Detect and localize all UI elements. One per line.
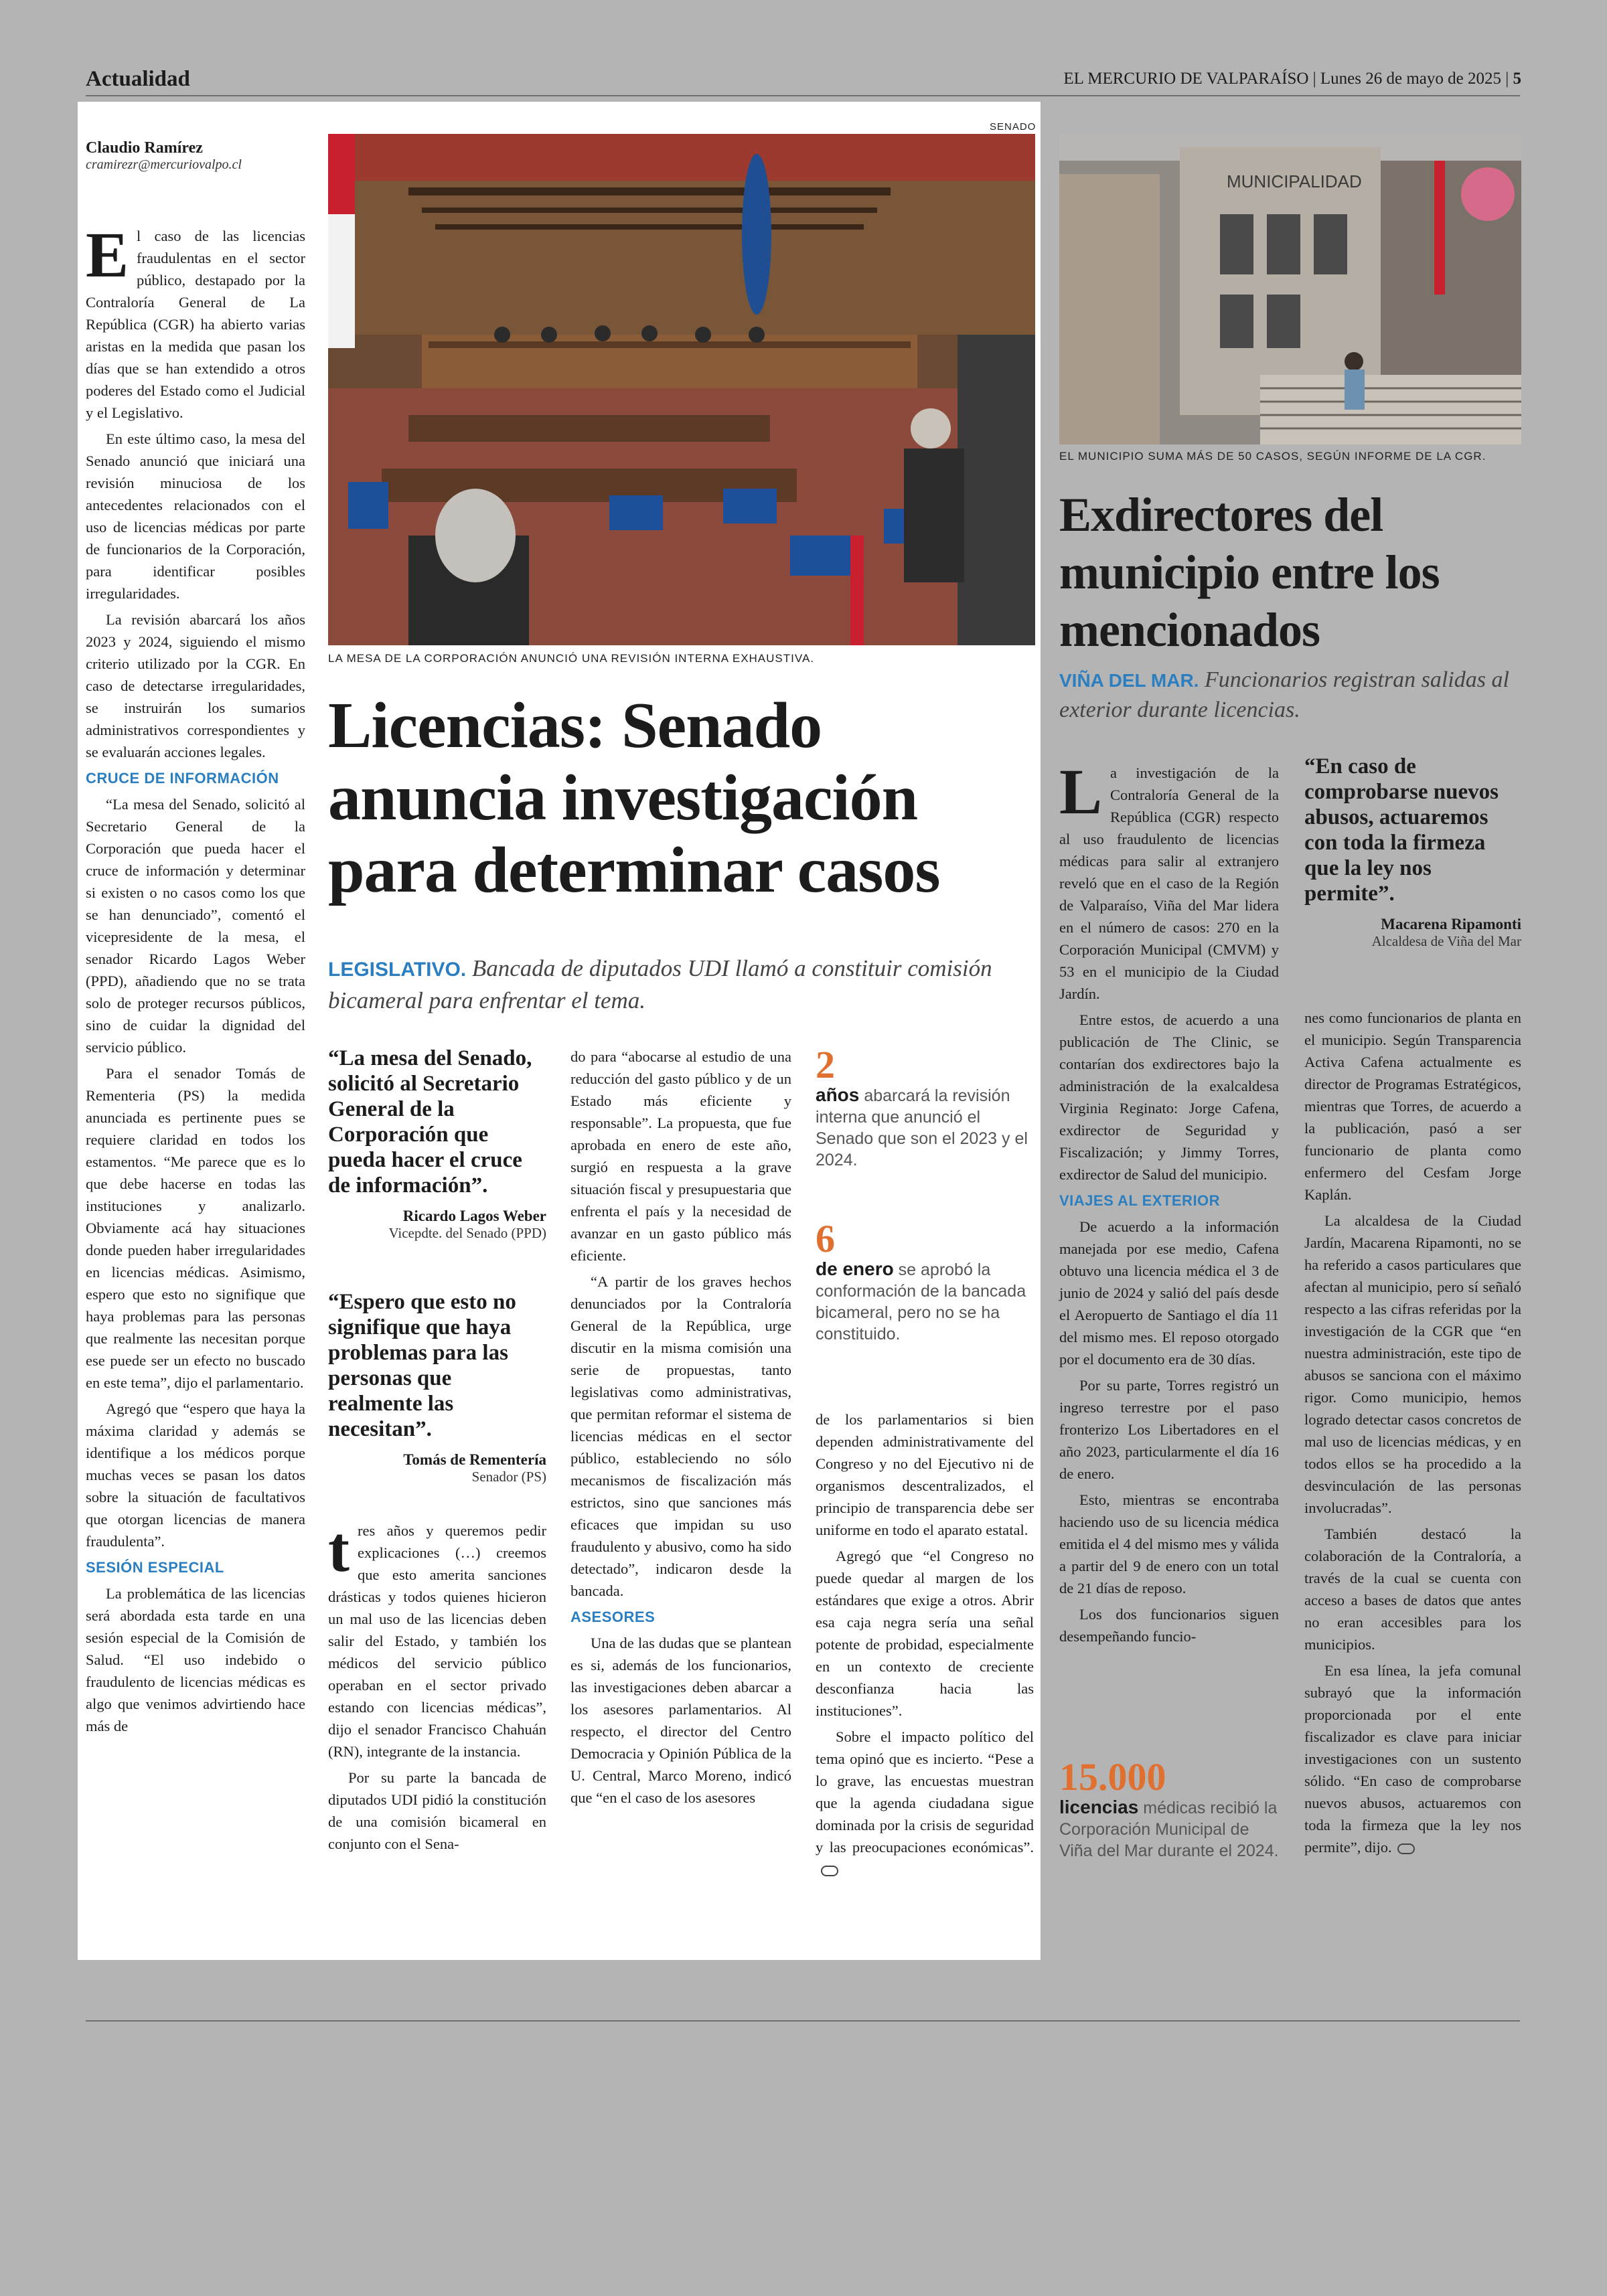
author-name: Claudio Ramírez	[86, 139, 203, 157]
stat-number: 6	[816, 1217, 835, 1260]
publication-info	[1063, 70, 1521, 88]
main-kicker	[328, 953, 1024, 1016]
kicker-text: Funcionarios registran salidas al exterior durante licencias.	[1059, 667, 1509, 722]
quote-text: “Espero que esto no signifique que haya problemas para las personas que realmente las necesitan”.	[328, 1290, 516, 1441]
paragraph: Por su parte la bancada de diputados UDI pidió la constitución de una comisión bicameral en conjunto con el Sena-	[328, 1769, 546, 1852]
side-kicker	[1059, 665, 1521, 725]
side-column-1	[1059, 756, 1279, 1651]
article-column-3	[570, 1046, 791, 1813]
publication-date: EL MERCURIO DE VALPARAÍSO | Lunes 26 de mayo de 2025 |	[1063, 70, 1509, 88]
paragraph: tres años y queremos pedir explicaciones (…) creemos que esto amerita sanciones drásticas y todos quienes hicieron un mal uso de las licencias deben salir del Estado, y también los médicos del servicio público operaban en el sector privado estando con licencias médicas”, dijo el senador Francisco Chahuán (RN), integrante de la instancia.	[328, 1513, 546, 1760]
subhead-viajes: VIAJES AL EXTERIOR	[1059, 1192, 1221, 1209]
article-column-1	[86, 219, 305, 1741]
quote-role: Alcaldesa de Viña del Mar	[1371, 933, 1521, 949]
stat-text: médicas recibió la Corporación Municipal de Viña del Mar durante el 2024.	[1059, 1799, 1279, 1860]
kicker-text: Bancada de diputados UDI llamó a constituir comisión bicameral para enfrentar el tema.	[328, 955, 992, 1013]
main-photo-caption: LA MESA DE LA CORPORACIÓN ANUNCIÓ UNA REVISIÓN INTERNA EXHAUSTIVA.	[328, 652, 815, 665]
paragraph: de los parlamentarios si bien dependen administrativamente del Congreso y no del Ejecutivo ni de organismos descentralizados, el principio de transparencia debe ser uniforme en todo el aparato estatal.	[816, 1411, 1034, 1538]
stat-licencias	[1059, 1755, 1280, 1862]
quote-author: Macarena Ripamonti	[1381, 916, 1521, 932]
paragraph: Esto, mientras se encontraba haciendo uso de su licencia médica emitida el 4 del mismo mes y válida a partir del 9 de enero con un total de 21 días de reposo.	[1059, 1491, 1279, 1596]
paragraph: Agregó que “el Congreso no puede quedar al margen de los estándares que exige a otros. Abrir esa caja negra sería una señal potente de probidad, especialmente en un contexto de creciente desconfianza hacia las instituciones”.	[816, 1548, 1034, 1719]
paragraph: Entre estos, de acuerdo a una publicación de The Clinic, se contarían dos exdirectores bajo la administración de la exalcaldesa Virginia Reginato: Jorge Cafena, exdirector de Seguridad y Fiscalización; y Jimmy Torres, exdirector de Salud del municipio.	[1059, 1011, 1279, 1183]
stat-unit: de enero	[816, 1258, 894, 1279]
paragraph: Agregó que “espero que haya la máxima claridad y además se identifique a los médicos porque muchas veces se pasan los datos sobre la situación de facultativos que otorgan licencias de manera fraudulenta”.	[86, 1400, 305, 1550]
subhead-asesores: ASESORES	[570, 1609, 656, 1625]
stat-two-years	[816, 1043, 1031, 1171]
subhead-cruce: CRUCE DE INFORMACIÓN	[86, 770, 279, 787]
side-column-2	[1304, 1007, 1521, 1862]
stat-text: se aprobó la conformación de la bancada bicameral, pero no se ha constituido.	[816, 1260, 1026, 1343]
quote-role: Vicepdte. del Senado (PPD)	[388, 1225, 546, 1241]
quote-role: Senador (PS)	[471, 1469, 546, 1485]
side-photo-caption: EL MUNICIPIO SUMA MÁS DE 50 CASOS, SEGÚN INFORME DE LA CGR.	[1059, 450, 1486, 463]
kicker-tag: VIÑA DEL MAR.	[1059, 670, 1199, 691]
municipality-building-photo	[1059, 134, 1521, 444]
article-column-2	[328, 1513, 546, 1859]
paragraph: La alcaldesa de la Ciudad Jardín, Macarena Ripamonti, no se ha referido a casos particulares que afectan al municipio, pero sí señaló respecto a las cifras referidas por la investigación de la CGR que “en nuestra administración, este tipo de abusos se sanciona con el máximo rigor. Como municipio, hemos logrado detectar casos concretos de mal uso de licencias médicas, y en todos ellos se ha procedido a la desvinculación de las personas involucradas”.	[1304, 1212, 1521, 1516]
paragraph: Una de las dudas que se plantean es si, además de los funcionarios, las investigaciones deben abarcar a los asesores parlamentarios. Al respecto, el director del Centro Democracia y Opinión Pública de la U. Central, Marco Moreno, indicó que “en el caso de los asesores	[570, 1635, 791, 1806]
author-email: cramirezr@mercuriovalpo.cl	[86, 157, 242, 172]
senate-chamber-illustration	[328, 134, 1035, 645]
end-mark-icon	[1397, 1843, 1415, 1854]
paragraph: De acuerdo a la información manejada por ese medio, Cafena obtuvo una licencia médica el 3 de junio de 2024 y salió del país desde el Aeropuerto de Santiago el día 11 del mismo mes. El reposo otorgado por el documento era de 30 días.	[1059, 1218, 1279, 1368]
paragraph: “A partir de los graves hechos denunciados por la Contraloría General de la República, urge discutir en la misma comisión una serie de propuestas, tanto legislativas como administrativas, que permitan reformar el sistema de licencias médicas en el sector público, estableciendo no sólo mecanismos de fiscalización más estrictos, sino que sanciones más eficaces que impidan su uso fraudulento y abusivo, como ha sido detectado”, indicaron desde la bancada.	[570, 1273, 791, 1599]
paragraph: También destacó la colaboración de la Contraloría, a través de la cual se cuenta con acceso a bases de datos que antes no eran accesibles para los municipios.	[1304, 1526, 1521, 1653]
quote-text: “La mesa del Senado, solicitó al Secretario General de la Corporación que pueda hacer el cruce de información”.	[328, 1046, 532, 1198]
subhead-sesion: SESIÓN ESPECIAL	[86, 1559, 224, 1576]
section-label: Actualidad	[86, 67, 190, 91]
stat-number: 15.000	[1059, 1755, 1166, 1799]
paragraph: do para “abocarse al estudio de una reducción del gasto público y de un Estado más eficiente y responsable”. La propuesta, que fue aprobada en enero de este año, surgió en respuesta a la grave situación fiscal y presupuestaria que enfrenta el país y la necesidad de avanzar en un gasto público más eficiente.	[570, 1048, 791, 1264]
end-mark-icon	[821, 1866, 838, 1876]
building-sign: MUNICIPALIDAD	[1227, 171, 1362, 191]
quote-text: “En caso de comprobarse nuevos abusos, actuaremos con toda la firmeza que la ley nos permite”.	[1304, 754, 1499, 906]
byline	[86, 139, 242, 173]
article-column-4	[816, 1408, 1034, 1884]
pull-quote-lagos	[328, 1046, 546, 1242]
senate-chamber-photo	[328, 134, 1035, 645]
stat-unit: años	[816, 1084, 860, 1105]
side-headline: Exdirectores del municipio entre los mencionados	[1059, 488, 1440, 657]
paragraph: “La mesa del Senado, solicitó al Secretario General de la Corporación que pueda hacer el cruce de información y determinar si existen o no casos como los que se han denunciado”, comentó el vicepresidente de la mesa, el senador Ricardo Lagos Weber (PPD), añadiendo que no se trata solo de proteger recursos públicos, sino de cuidar la dignidad del servicio público.	[86, 796, 305, 1056]
paragraph: nes como funcionarios de planta en el municipio. Según Transparencia Activa Cafena actualmente es director de Programas Estratégicos, mientras que Torres, de acuerdo a la publicación, pasó a ser funcionario de planta como enfermero del Cesfam Jorge Kaplán.	[1304, 1009, 1521, 1203]
municipality-building-illustration	[1059, 134, 1521, 444]
paragraph: La problemática de las licencias será abordada esta tarde en una sesión especial de la Comisión de Salud. “El uso indebido o fraudulento de licencias médicas es algo que venimos advirtiendo hace más de	[86, 1585, 305, 1734]
pull-quote-ripamonti	[1304, 754, 1521, 950]
stat-text: abarcará la revisión interna que anunció el Senado que son el 2023 y el 2024.	[816, 1086, 1028, 1169]
kicker-tag: LEGISLATIVO.	[328, 959, 467, 981]
pull-quote-rementeria	[328, 1289, 546, 1485]
stat-unit: licencias	[1059, 1797, 1139, 1817]
main-headline: Licencias: Senado anuncia investigación para determinar casos	[328, 689, 940, 906]
paragraph: La investigación de la Contraloría General de la República (CGR) respecto al uso fraudulento de licencias médicas para salir al extranjero reveló que en el caso de la Región de Valparaíso, Viña del Mar lidera en el número de casos: 270 en la Corporación Municipal (CMVM) y 53 en el municipio de la Ciudad Jardín.	[1059, 756, 1279, 1002]
page-number: 5	[1513, 70, 1521, 88]
footer-rule	[86, 2020, 1520, 2022]
paragraph: En este último caso, la mesa del Senado anunció que iniciará una revisión minuciosa de los antecedentes relacionados con el uso de licencias médicas por parte de funcionarios de la Corporación, para identificar posibles irregularidades.	[86, 430, 305, 602]
photo-credit: SENADO	[990, 121, 1037, 133]
paragraph: El caso de las licencias fraudulentas en el sector público, destapado por la Contraloría General de La República (CGR) ha abierto varias aristas en la medida que pasan los días que se han extendido a otros poderes del Estado como el Judicial y el Legislativo.	[86, 219, 305, 421]
paragraph: Por su parte, Torres registró un ingreso terrestre por el paso fronterizo Los Libertadores en el año 2023, particularmente el día 16 de enero.	[1059, 1377, 1279, 1482]
paragraph: En esa línea, la jefa comunal subrayó que la información proporcionada por el ente fiscalizador es clave para iniciar investigaciones con un sustento sólido. “En caso de comprobarse nuevos abusos, actuaremos con toda la firmeza que la ley nos permite”, dijo.	[1304, 1662, 1521, 1856]
stat-january	[816, 1217, 1031, 1345]
header-rule	[86, 95, 1520, 96]
paragraph: Los dos funcionarios siguen desempeñando funcio-	[1059, 1606, 1279, 1645]
quote-author: Tomás de Rementería	[403, 1451, 546, 1468]
paragraph: Para el senador Tomás de Rementeria (PS) la medida anunciada es pertinente pues se requiere claridad en todos los estamentos. “Me parece que es lo que debe hacerse en todas las instituciones y analizarlo. Obviamente acá hay situaciones donde pueden haber irregularidades en licencias médicas. Asimismo, espero que esto no signifique que haya problemas para las personas que realmente las necesitan porque ese puede ser un efecto no buscado en este tema”, dijo el parlamentario.	[86, 1065, 305, 1391]
stat-number: 2	[816, 1043, 835, 1086]
paragraph: Sobre el impacto político del tema opinó que es incierto. “Pese a lo grave, las encuestas muestran que la agenda ciudadana sigue dominada por la crisis de seguridad y las preocupaciones económicas”.	[816, 1726, 1034, 1880]
quote-author: Ricardo Lagos Weber	[402, 1208, 546, 1224]
paragraph: La revisión abarcará los años 2023 y 2024, siguiendo el mismo criterio utilizado por la CGR. En caso de detectarse irregularidades, se instruirán los sumarios administrativos correspondientes y se evaluarán acciones legales.	[86, 611, 305, 760]
